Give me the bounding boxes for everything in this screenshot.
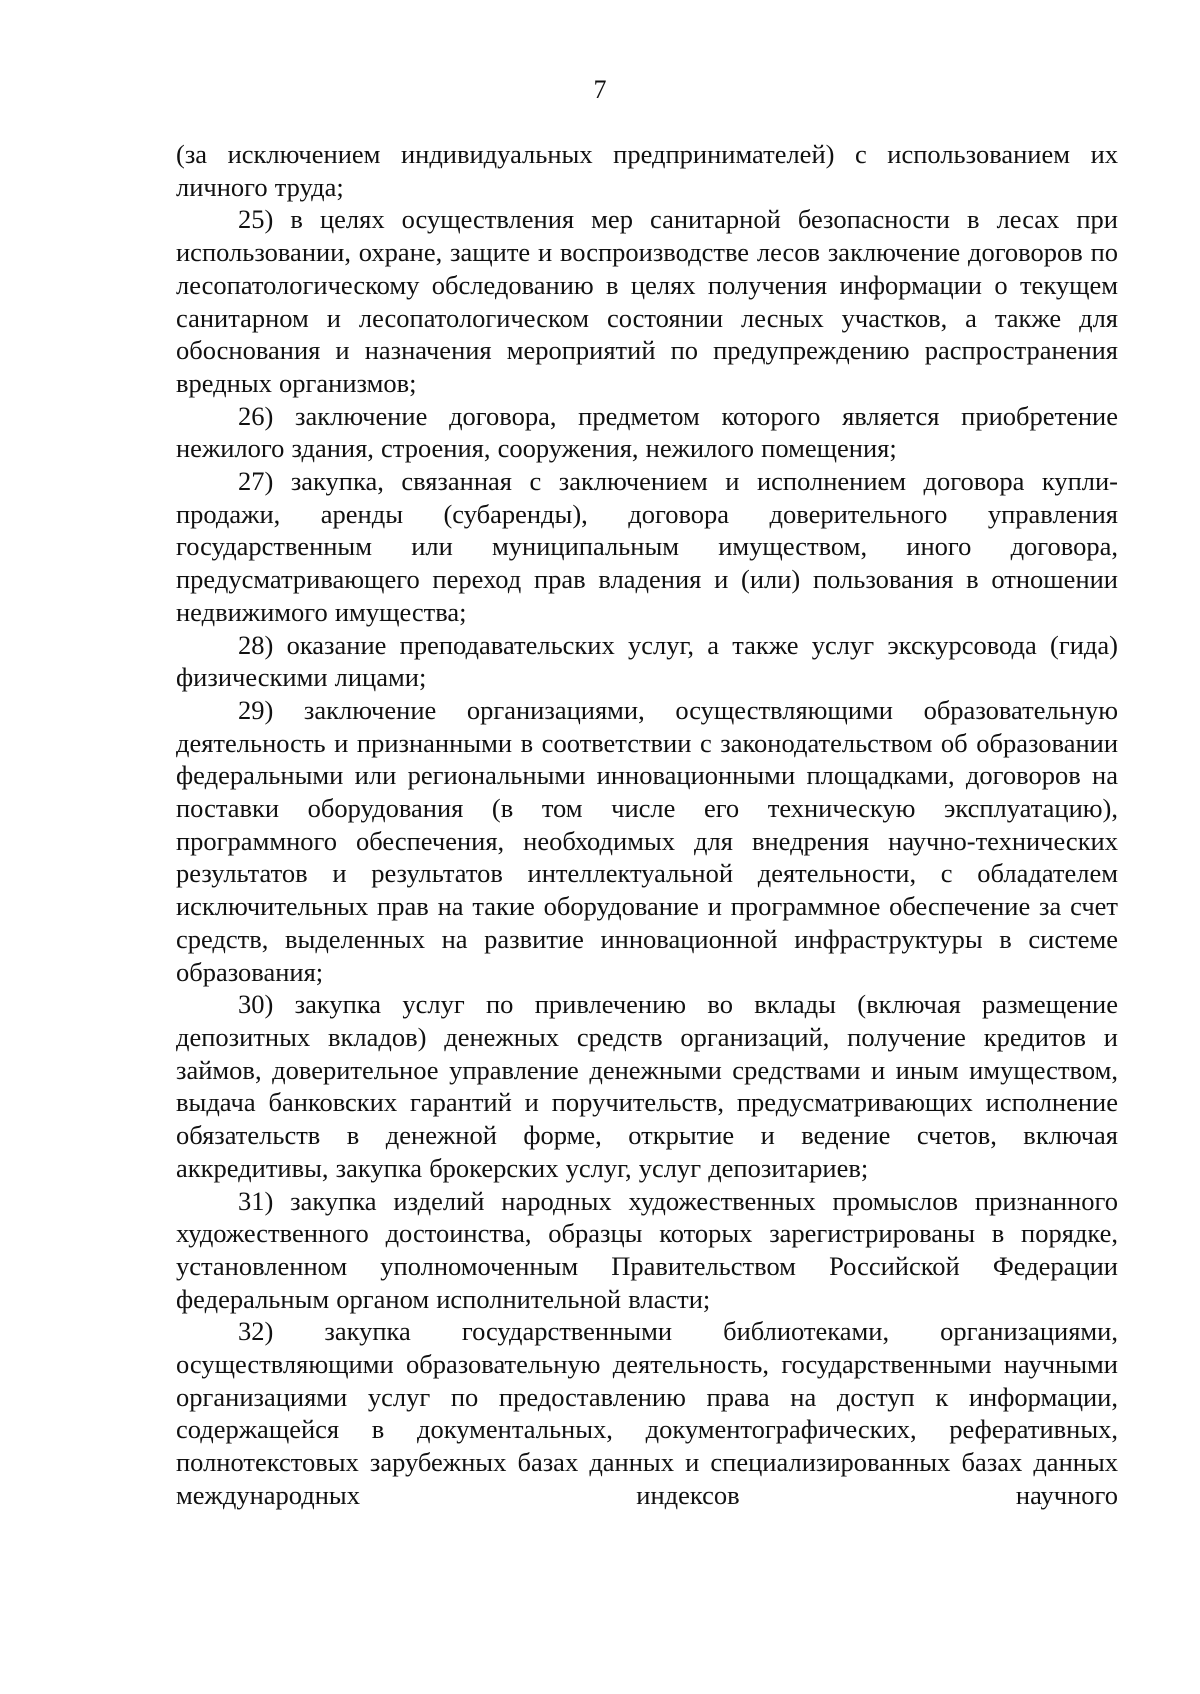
document-body [176,138,1118,1512]
paragraph-item-28: 28) оказание преподавательских услуг, а также услуг экскурсовода (гида) физическими лицами; [176,629,1118,693]
paragraph-continuation: (за исключением индивидуальных предпринимателей) с использованием их личного труда; [176,139,1118,202]
paragraph-item-32: 32) закупка государственными библиотеками, организациями, осуществляющими образовательную деятельность, государственными научными организациями услуг по предоставлению права на доступ к информации, содержащейся в документальных, документографических, реферативных, полнотекстовых зарубежных базах данных и специализированных базах данных международных индексов научного [176,1316,1118,1510]
page-number: 7 [593,75,607,104]
paragraph-item-25: 25) в целях осуществления мер санитарной безопасности в лесах при использовании, охране, защите и воспроизводстве лесов заключение договоров по лесопатологическому обследованию в целях получения информации о текущем санитарном и лесопатологическом состоянии лесных участков, а также для обоснования и назначения мероприятий по предупреждению распространения вредных организмов; [176,204,1118,398]
paragraph-item-31: 31) закупка изделий народных художественных промыслов признанного художественного достоинства, образцы которых зарегистрированы в порядке, установленном уполномоченным Правительством Российской Федерации федеральным органом исполнительной власти; [176,1185,1118,1314]
paragraph-item-26: 26) заключение договора, предметом которого является приобретение нежилого здания, строения, сооружения, нежилого помещения; [176,400,1118,464]
paragraph-item-30: 30) закупка услуг по привлечению во вклады (включая размещение депозитных вкладов) денежных средств организаций, получение кредитов и займов, доверительное управление денежными средствами и иным имуществом, выдача банковских гарантий и поручительств, предусматривающих исполнение обязательств в денежной форме, открытие и ведение счетов, включая аккредитивы, закупка брокерских услуг, услуг депозитариев; [176,989,1118,1183]
paragraph-item-27: 27) закупка, связанная с заключением и исполнением договора купли-продажи, аренды (субаренды), договора доверительного управления государственным или муниципальным имуществом, иного договора, предусматривающего переход прав владения и (или) пользования в отношении недвижимого имущества; [176,466,1118,627]
paragraph-item-29: 29) заключение организациями, осуществляющими образовательную деятельность и признанными в соответствии с законодательством об образовании федеральными или региональными инновационными площадками, договоров на поставки оборудования (в том числе его техническую эксплуатацию), программного обеспечения, необходимых для внедрения научно-технических результатов и результатов интеллектуальной деятельности, с обладателем исключительных прав на такие оборудование и программное обеспечение за счет средств, выделенных на развитие инновационной инфраструктуры в системе образования; [176,694,1118,987]
